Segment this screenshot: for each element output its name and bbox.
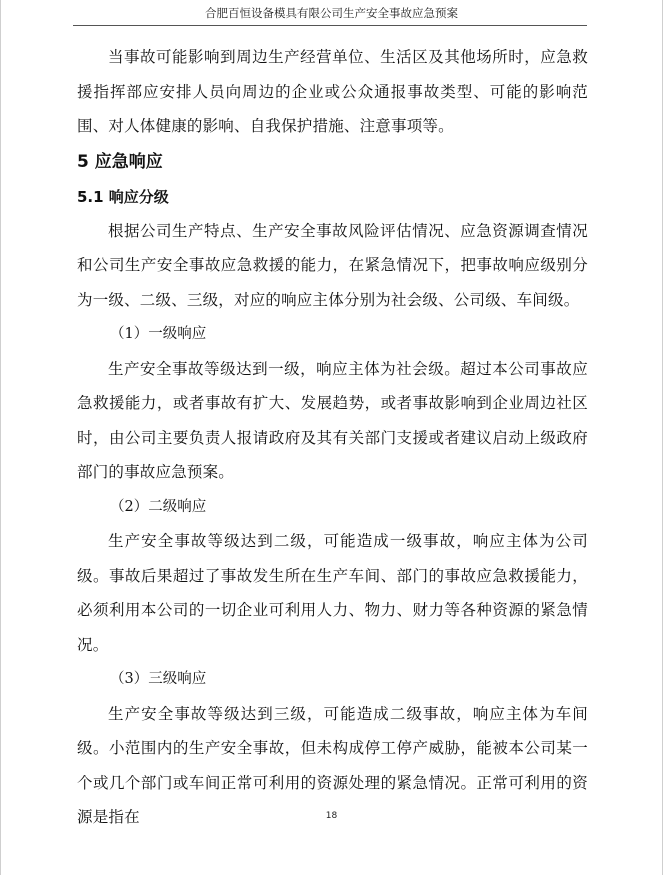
level-1-paragraph: 生产安全事故等级达到一级，响应主体为社会级。超过本公司事故应急救援能力，或者事故有扩大、发展趋势，或者事故影响到企业周边社区时，由公司主要负责人报请政府及其有关部门支援或者建议启动上级政府部门的事故应急预案。: [77, 359, 588, 481]
level-2-label: （2）二级响应: [110, 498, 207, 515]
response-grading-paragraph: 根据公司生产特点、生产安全事故风险评估情况、应急资源调查情况和公司生产安全事故应急救援的能力，在紧急情况下，把事故响应级别分为一级、二级、三级，对应的响应主体分别为社会级、公司级、车间级。: [77, 221, 588, 309]
header-rule: [73, 25, 587, 26]
level-2-paragraph: 生产安全事故等级达到二级，可能造成一级事故，响应主体为公司级。事故后果超过了事故发生所在生产车间、部门的事故应急救援能力，必须利用本公司的一切企业可利用人力、物力、财力等各种资源的紧急情况。: [77, 532, 588, 654]
level-3-paragraph: 生产安全事故等级达到三级，可能造成二级事故，响应主体为车间级。小范围内的生产安全事故，但未构成停工停产威胁，能被本公司某一个或几个部门或车间正常可利用的资源处理的紧急情况。正常可利用的资源是指在: [77, 704, 588, 826]
page-number: 18: [325, 811, 338, 821]
subsection-heading: 5.1 响应分级: [77, 187, 169, 206]
page-border-left: [0, 0, 1, 875]
level-1-label: （1）一级响应: [110, 326, 207, 342]
intro-paragraph: 当事故可能影响到周边生产经营单位、生活区及其他场所时，应急救援指挥部应安排人员向周边的企业或公众通报事故类型、可能的影响范围、对人体健康的影响、自我保护措施、注意事项等。: [77, 48, 588, 135]
section-heading: 5 应急响应: [77, 151, 163, 172]
page-content: [77, 40, 588, 835]
level-3-label: （3）三级响应: [110, 671, 207, 687]
document-header-title: 合肥百恒设备模具有限公司生产安全事故应急预案: [205, 6, 458, 20]
